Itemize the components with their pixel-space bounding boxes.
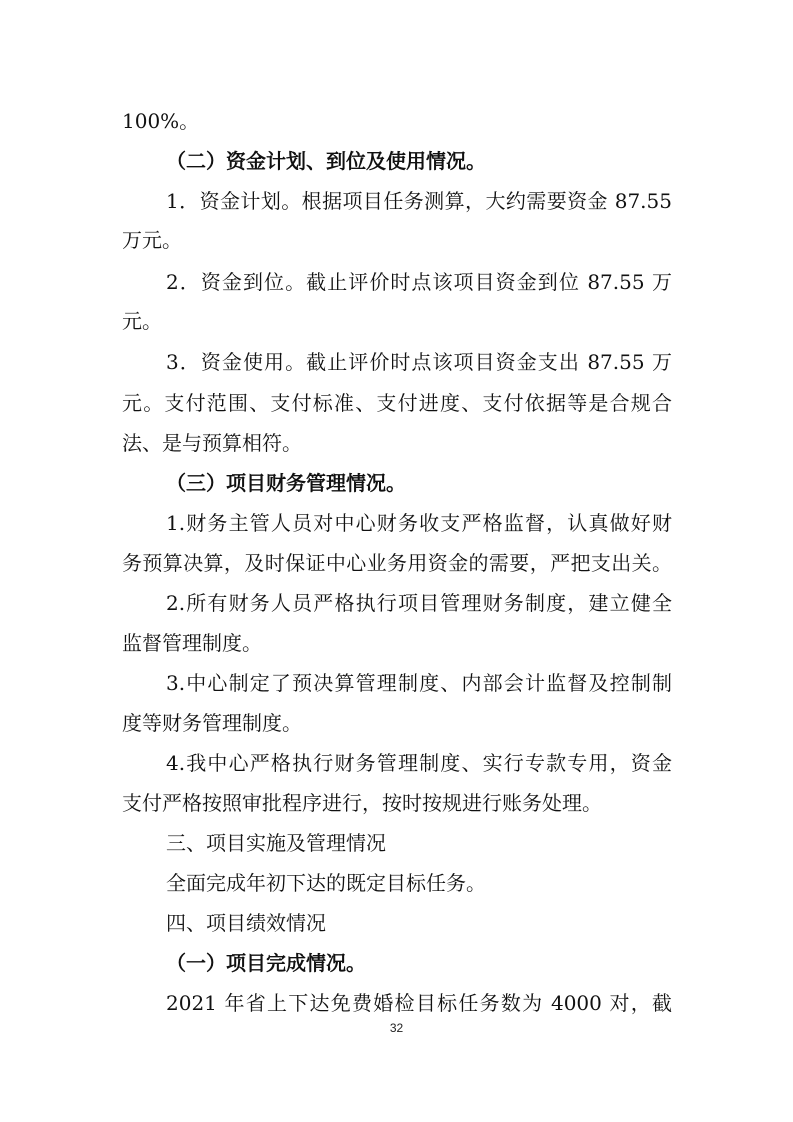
section-heading: （二）资金计划、到位及使用情况。 (166, 149, 486, 173)
paragraph-line: 万元。 (122, 228, 182, 252)
paragraph-line: 1.财务主管人员对中心财务收支严格监督，认真做好财 (166, 511, 672, 535)
paragraph-line: 2021 年省上下达免费婚检目标任务数为 4000 对，截 (166, 991, 672, 1015)
paragraph-line: 元。支付范围、支付标准、支付进度、支付依据等是合规合 (122, 391, 672, 415)
paragraph-line: 2.所有财务人员严格执行项目管理财务制度，建立健全 (166, 591, 672, 615)
section-heading: （一）项目完成情况。 (166, 951, 366, 975)
page-number: 32 (389, 1021, 404, 1035)
paragraph-line: 2．资金到位。截止评价时点该项目资金到位 87.55 万 (166, 270, 672, 294)
paragraph-line: 3.中心制定了预决算管理制度、内部会计监督及控制制 (166, 671, 672, 695)
chapter-heading: 四、项目绩效情况 (166, 911, 326, 935)
section-heading: （三）项目财务管理情况。 (166, 471, 406, 495)
paragraph-line: 监督管理制度。 (122, 631, 262, 655)
paragraph-line: 3．资金使用。截止评价时点该项目资金支出 87.55 万 (166, 350, 672, 374)
paragraph-line: 元。 (122, 309, 162, 333)
paragraph-line: 全面完成年初下达的既定目标任务。 (166, 871, 486, 895)
paragraph-line: 100%。 (122, 109, 200, 133)
paragraph-line: 4.我中心严格执行财务管理制度、实行专款专用，资金 (166, 751, 672, 775)
chapter-heading: 三、项目实施及管理情况 (166, 831, 386, 855)
paragraph-line: 法、是与预算相符。 (122, 431, 302, 455)
paragraph-line: 支付严格按照审批程序进行，按时按规进行账务处理。 (122, 791, 602, 815)
paragraph-line: 度等财务管理制度。 (122, 711, 302, 735)
paragraph-line: 务预算决算，及时保证中心业务用资金的需要，严把支出关。 (122, 551, 672, 575)
paragraph-line: 1．资金计划。根据项目任务测算，大约需要资金 87.55 (166, 189, 672, 213)
